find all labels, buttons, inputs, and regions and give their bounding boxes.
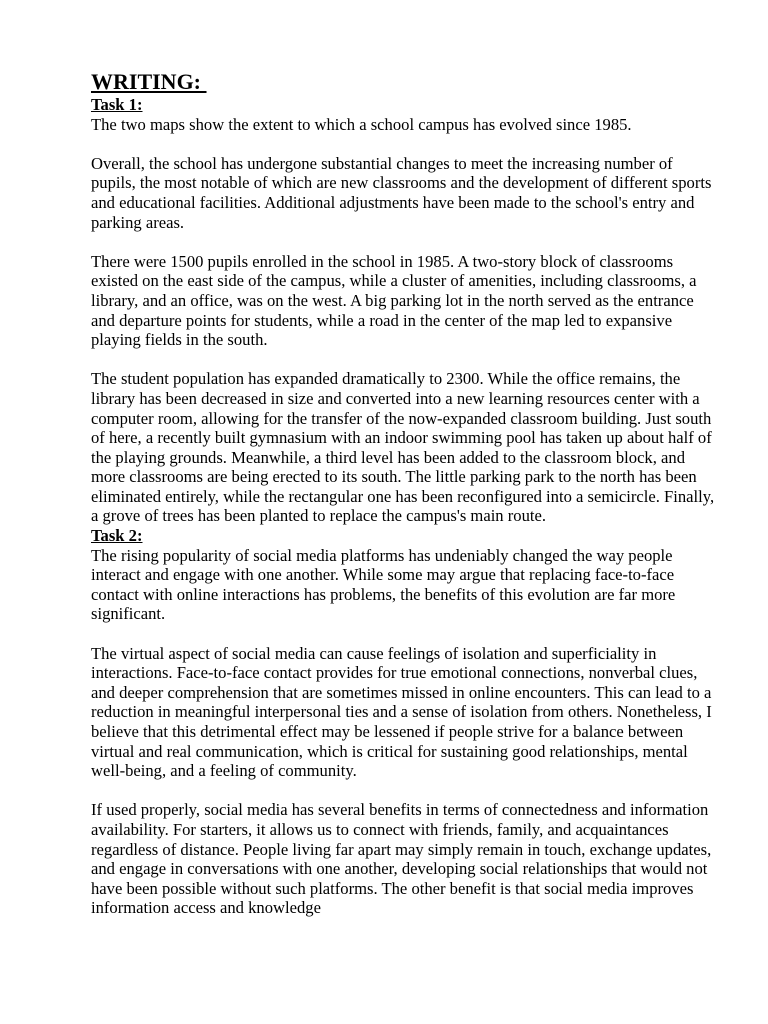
document-body bbox=[91, 69, 716, 918]
task1-paragraph-3: There were 1500 pupils enrolled in the school in 1985. A two-story block of classrooms existed on the east side of the campus, while a cluster of amenities, including classrooms, a library, and an office, was on the west. A big parking lot in the north served as the entrance and departure points for students, while a road in the center of the map led to expansive playing fields in the south. bbox=[91, 251, 697, 350]
task2-paragraph-2: The virtual aspect of social media can cause feelings of isolation and superficiality in interactions. Face-to-face contact provides for true emotional connections, nonverbal clues, and deeper comprehension that are sometimes missed in online encounters. This can lead to a reduction in meaningful interpersonal ties and a sense of isolation from others. Nonetheless, I believe that this detrimental effect may be lessened if people strive for a balance between virtual and real communication, which is critical for sustaining good relationships, mental well-being, and a feeling of community. bbox=[91, 643, 712, 781]
task2-section bbox=[91, 526, 716, 918]
task2-paragraph-3: If used properly, social media has several benefits in terms of connectedness and information availability. For starters, it allows us to connect with friends, family, and acquaintances regardless of distance. People living far apart may simply remain in touch, exchange updates, and engage in conversations with one another, developing social relationships that would not have been possible without such platforms. The other benefit is that social media improves information access and knowledge bbox=[91, 800, 712, 918]
document-title: WRITING: bbox=[91, 69, 207, 94]
task2-paragraph-1: The rising popularity of social media platforms has undeniably changed the way people interact and engage with one another. While some may argue that replacing face-to-face contact with online interactions has problems, the benefits of this evolution are far more significant. bbox=[91, 545, 676, 624]
task1-paragraph-2: Overall, the school has undergone substantial changes to meet the increasing number of pupils, the most notable of which are new classrooms and the development of different sports and educational facilities. Additional adjustments have been made to the school's entry and parking areas. bbox=[91, 153, 712, 232]
task1-paragraph-1: The two maps show the extent to which a school campus has evolved since 1985. bbox=[91, 114, 632, 134]
task1-paragraph-4: The student population has expanded dramatically to 2300. While the office remains, the library has been decreased in size and converted into a new learning resources center with a computer room, allowing for the transfer of the now-expanded classroom building. Just south of here, a recently built gymnasium with an indoor swimming pool has taken up about half of the playing grounds. Meanwhile, a third level has been added to the classroom block, and more classrooms are being erected to its south. The little parking park to the north has been eliminated entirely, while the rectangular one has been reconfigured into a semicircle. Finally, a grove of trees has been planted to replace the campus's main route. bbox=[91, 369, 715, 526]
task1-section bbox=[91, 95, 716, 526]
task1-heading: Task 1: bbox=[91, 95, 143, 114]
task2-heading: Task 2: bbox=[91, 526, 143, 546]
